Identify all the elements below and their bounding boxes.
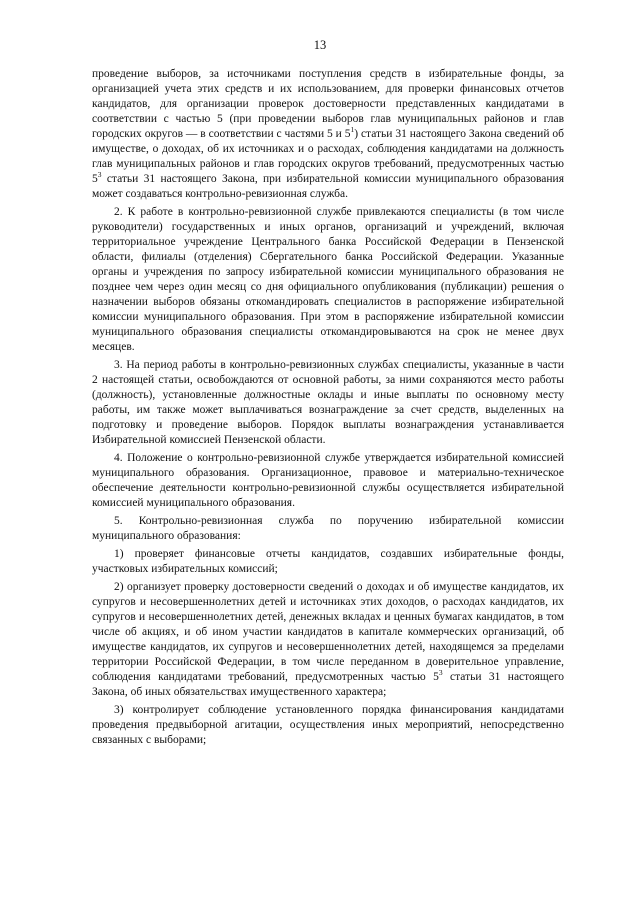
list-item-text: статьи 31 настоящего Закона, об иных обязательствах имущественного характера; xyxy=(92,671,564,698)
superscript: 1 xyxy=(350,125,355,134)
superscript: 3 xyxy=(97,170,102,179)
paragraph-2: 2. К работе в контрольно-ревизионной службе привлекаются специалисты (в том числе руководители) государственных и иных органов, организаций и учреждений, включая территориальное учреждение Центрального банка Российской Федерации в Пензенской области, филиалы (отделения) Сбергательного банка Российской Федерации. Указанные органы и учреждения по запросу избирательной комиссии муниципального образования не позднее чем через один месяц со дня официального опубликования (публикации) решения о назначении выборов обязаны откомандировать специалистов в распоряжение избирательной комиссии муниципального образования. При этом в распоряжение избирательной комиссии муниципального образования специалисты откомандировываются на срок не менее двух месяцев. xyxy=(92,206,564,353)
paragraph-5: 5. Контрольно-ревизионная служба по поручению избирательной комиссии муниципального образования: xyxy=(92,515,564,542)
paragraph-text: проведение выборов, за источниками поступления средств в избирательные фонды, за организацией учета этих средств и их использованием, для проверки финансовых отчетов кандидатов, для организации проверок достоверности представленных кандидатами в соответствии с частью 5 (при проведении выборов глав муниципальных районов и глав городских округов — в соответствии с частями 5 и 5 xyxy=(92,68,564,140)
page-number: 13 xyxy=(313,38,327,52)
list-item-text: 2) организует проверку достоверности сведений о доходах и об имуществе кандидатов, их супругов и несовершеннолетних детей и источниках этих доходов, о расходах кандидатов, их супругов и несовершеннолетних детей, денежных вкладах и ценных бумагах кандидатов, в том числе об акциях, и об ином участии кандидатов в капитале коммерческих организаций, об имуществе кандидатов, их супругов и несовершеннолетних детей, находящемся за пределами территории Российской Федерации, в том числе переданном в доверительное управление, соблюдения кандидатами требований, предусмотренных частью 5 xyxy=(92,581,564,683)
paragraph-text: ) статьи 31 настоящего Закона сведений об имуществе, о доходах, об их источниках и о расходах, соблюдения кандидатами на должность глав муниципальных районов и глав городских округов требований, предусмотренных частью 5 xyxy=(92,128,564,185)
list-item-1: 1) проверяет финансовые отчеты кандидатов, создавших избирательные фонды, участковых избирательных комиссий; xyxy=(92,548,564,575)
paragraph-continuation xyxy=(92,67,564,202)
list-item-2 xyxy=(92,580,564,700)
paragraph-text: статьи 31 настоящего Закона, при избирательной комиссии муниципального образования может создаваться контрольно-ревизионная служба. xyxy=(92,173,564,200)
document-body xyxy=(92,67,564,751)
paragraph-4: 4. Положение о контрольно-ревизионной службе утверждается избирательной комиссией муниципального образования. Организационное, правовое и материально-техническое обеспечение деятельности контрольно-ревизионной службы осуществляется избирательной комиссией муниципального образования. xyxy=(92,452,564,509)
paragraph-3: 3. На период работы в контрольно-ревизионных службах специалисты, указанные в части 2 настоящей статьи, освобождаются от основной работы, за ними сохраняются место работы (должность), установленные должностные оклады и иные выплаты по основному месту работы, им также может выплачиваться вознаграждение за счет средств, выделенных на подготовку и проведение выборов. Порядок выплаты вознаграждения устанавливается Избирательной комиссией Пензенской области. xyxy=(92,359,564,446)
list-item-3: 3) контролирует соблюдение установленного порядка финансирования кандидатами проведения предвыборной агитации, осуществления иных мероприятий, непосредственно связанных с выборами; xyxy=(92,704,564,746)
superscript: 3 xyxy=(438,668,443,677)
